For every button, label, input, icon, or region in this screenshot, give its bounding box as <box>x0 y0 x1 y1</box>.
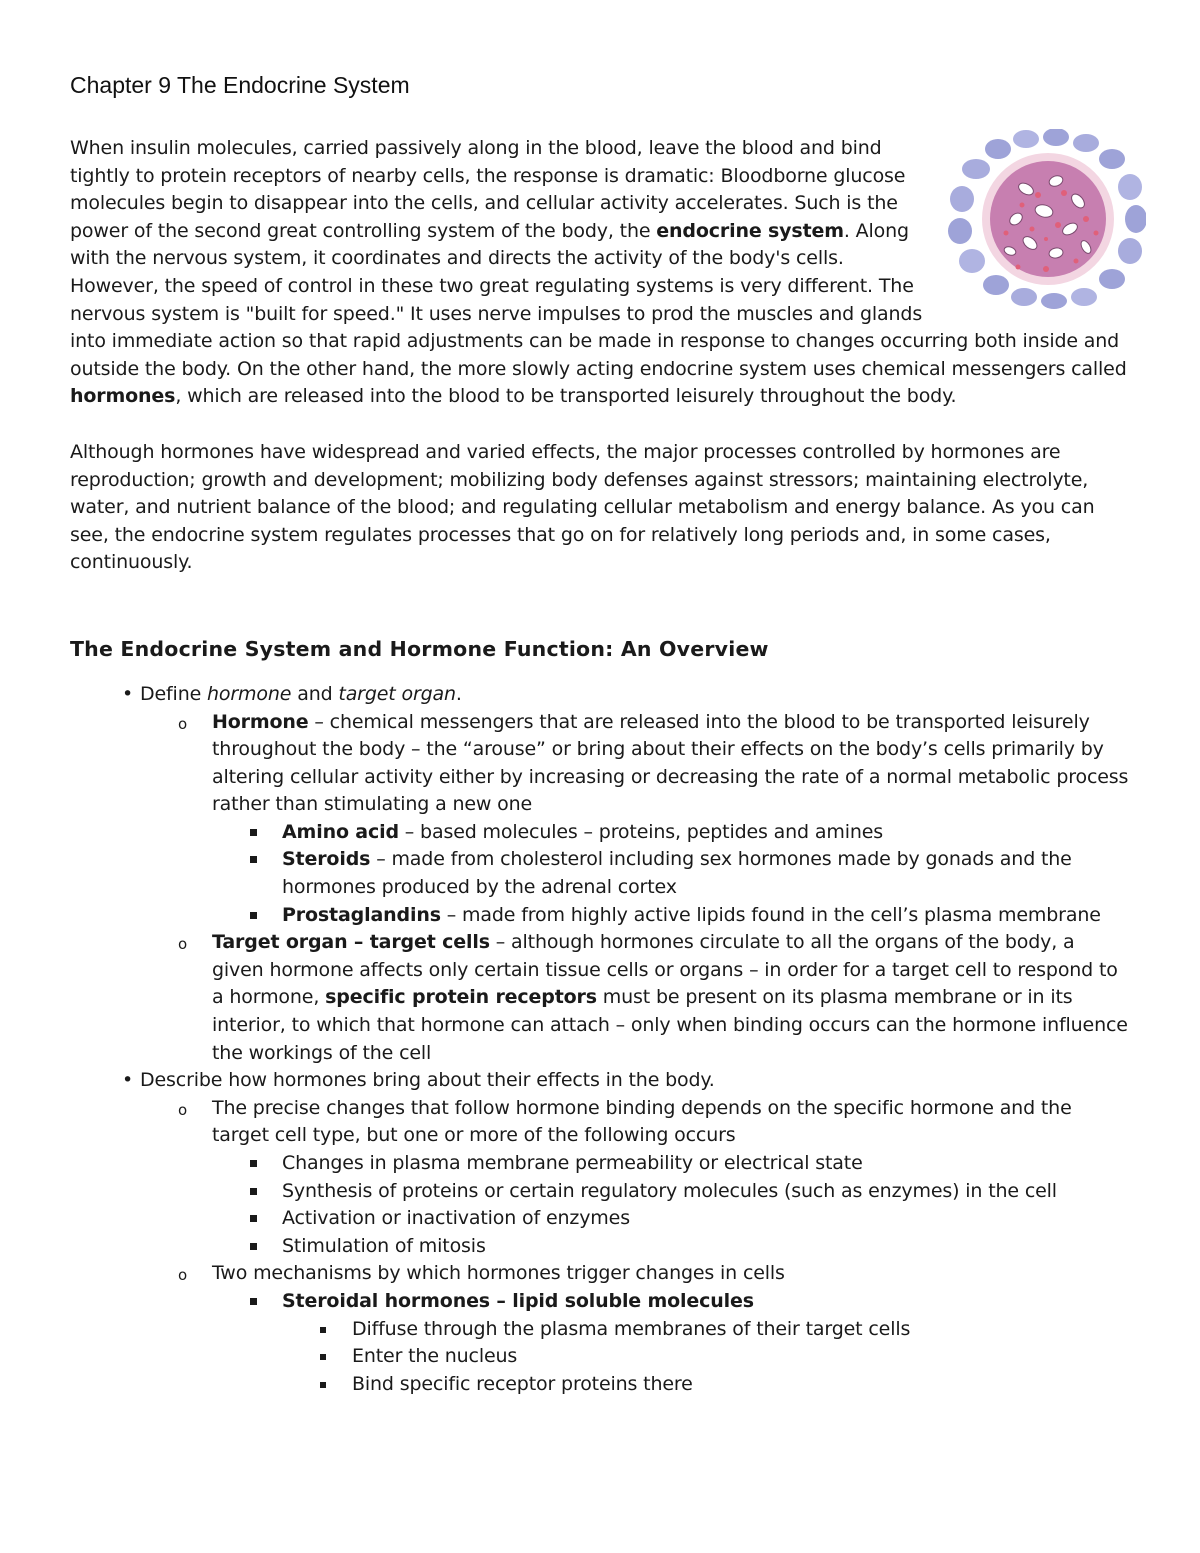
circle-marker: o <box>178 1100 188 1119</box>
list-item: Synthesis of proteins or certain regulatory molecules (such as enzymes) in the cell <box>70 1178 1130 1206</box>
list-item: Diffuse through the plasma membranes of their target cells <box>70 1316 1130 1344</box>
chapter-title: Chapter 9 The Endocrine System <box>70 72 410 98</box>
list-item: • Define hormone and target organ. <box>70 681 1130 709</box>
square-marker <box>250 912 257 919</box>
square-marker <box>250 829 257 836</box>
outline-list <box>70 681 1130 1398</box>
list-item: • Describe how hormones bring about their effects in the body. <box>70 1067 1130 1095</box>
intro-paragraph-2: Although hormones have widespread and varied effects, the major processes controlled by hormones are reproduction; growth and development; mobilizing body defenses against stressors; maintaining electrolyte, water, and nutrient balance of the blood; and regulating cellular metabolism and energy balance. As you can see, the endocrine system regulates processes that go on for relatively long periods and, in some cases, continuously. <box>70 440 1095 574</box>
bullet-marker: • <box>122 1069 134 1092</box>
square-marker <box>250 856 257 863</box>
list-item: Activation or inactivation of enzymes <box>70 1205 1130 1233</box>
list-item: Bind specific receptor proteins there <box>70 1371 1130 1399</box>
section-heading: The Endocrine System and Hormone Function: An Overview <box>70 636 769 661</box>
list-item: o Hormone – chemical messengers that are released into the blood to be transported leisurely throughout the body – the “arouse” or bring about their effects on the body’s cells primarily by altering cellular activity either by increasing or decreasing the rate of a normal metabolic process rather than stimulating a new one <box>178 710 1129 816</box>
square-marker <box>250 1298 257 1305</box>
list-item: o Target organ – target cells – although hormones circulate to all the organs of the body, a given hormone affects only certain tissue cells or organs – in order for a target cell to respond to a hormone, specific protein receptors must be present on its plasma membrane or in its interior, to which that hormone can attach – only when binding occurs can the hormone influence the workings of the cell <box>178 931 1128 1064</box>
circle-marker: o <box>178 935 188 954</box>
square-marker <box>250 1215 257 1222</box>
bullet-marker: • <box>122 682 134 705</box>
square-marker <box>320 1354 326 1360</box>
square-marker <box>320 1382 326 1388</box>
list-item: o The precise changes that follow hormone binding depends on the specific hormone and the target cell type, but one or more of the following occurs <box>178 1096 1072 1147</box>
list-item: Enter the nucleus <box>70 1343 1130 1371</box>
list-item: Steroids – made from cholesterol including sex hormones made by gonads and the hormones produced by the adrenal cortex <box>70 846 1130 901</box>
document-page <box>70 72 1130 1398</box>
square-marker <box>250 1160 257 1167</box>
list-item: Changes in plasma membrane permeability or electrical state <box>70 1150 1130 1178</box>
circle-marker: o <box>178 1266 188 1285</box>
list-item: Prostaglandins – made from highly active lipids found in the cell’s plasma membrane <box>70 902 1130 930</box>
list-item: Steroidal hormones – lipid soluble molecules <box>70 1288 1130 1316</box>
term-endocrine-system: endocrine system <box>656 219 844 242</box>
square-marker <box>250 1188 257 1195</box>
list-item: Stimulation of mitosis <box>70 1233 1130 1261</box>
square-marker <box>250 1243 257 1250</box>
circle-marker: o <box>178 714 188 733</box>
intro-paragraph-1: When insulin molecules, carried passively along in the blood, leave the blood and bind tightly to protein receptors of nearby cells, the response is dramatic: Bloodborne glucose molecules begin to disappear into the cells, and cellular activity accelerates. Such is the power of the second great controlling system of the body, the endocrine system. Along with the nervous system, it coordinates and directs the activity of the body's cells. However, the speed of control in these two great regulating systems is very different. The nervous system is "built for speed." It uses nerve impulses to prod the muscles and glands into immediate action so that rapid adjustments can be made in response to changes occurring both inside and outside the body. On the other hand, the more slowly acting endocrine system uses chemical messengers called hormones, which are released into the blood to be transported leisurely throughout the body. <box>70 137 1127 408</box>
square-marker <box>320 1327 326 1333</box>
list-item: Amino acid – based molecules – proteins, peptides and amines <box>70 819 1130 847</box>
pancreatic-islet-icon <box>946 129 1146 309</box>
list-item: o Two mechanisms by which hormones trigger changes in cells <box>70 1260 1130 1288</box>
term-hormones: hormones <box>70 385 176 408</box>
